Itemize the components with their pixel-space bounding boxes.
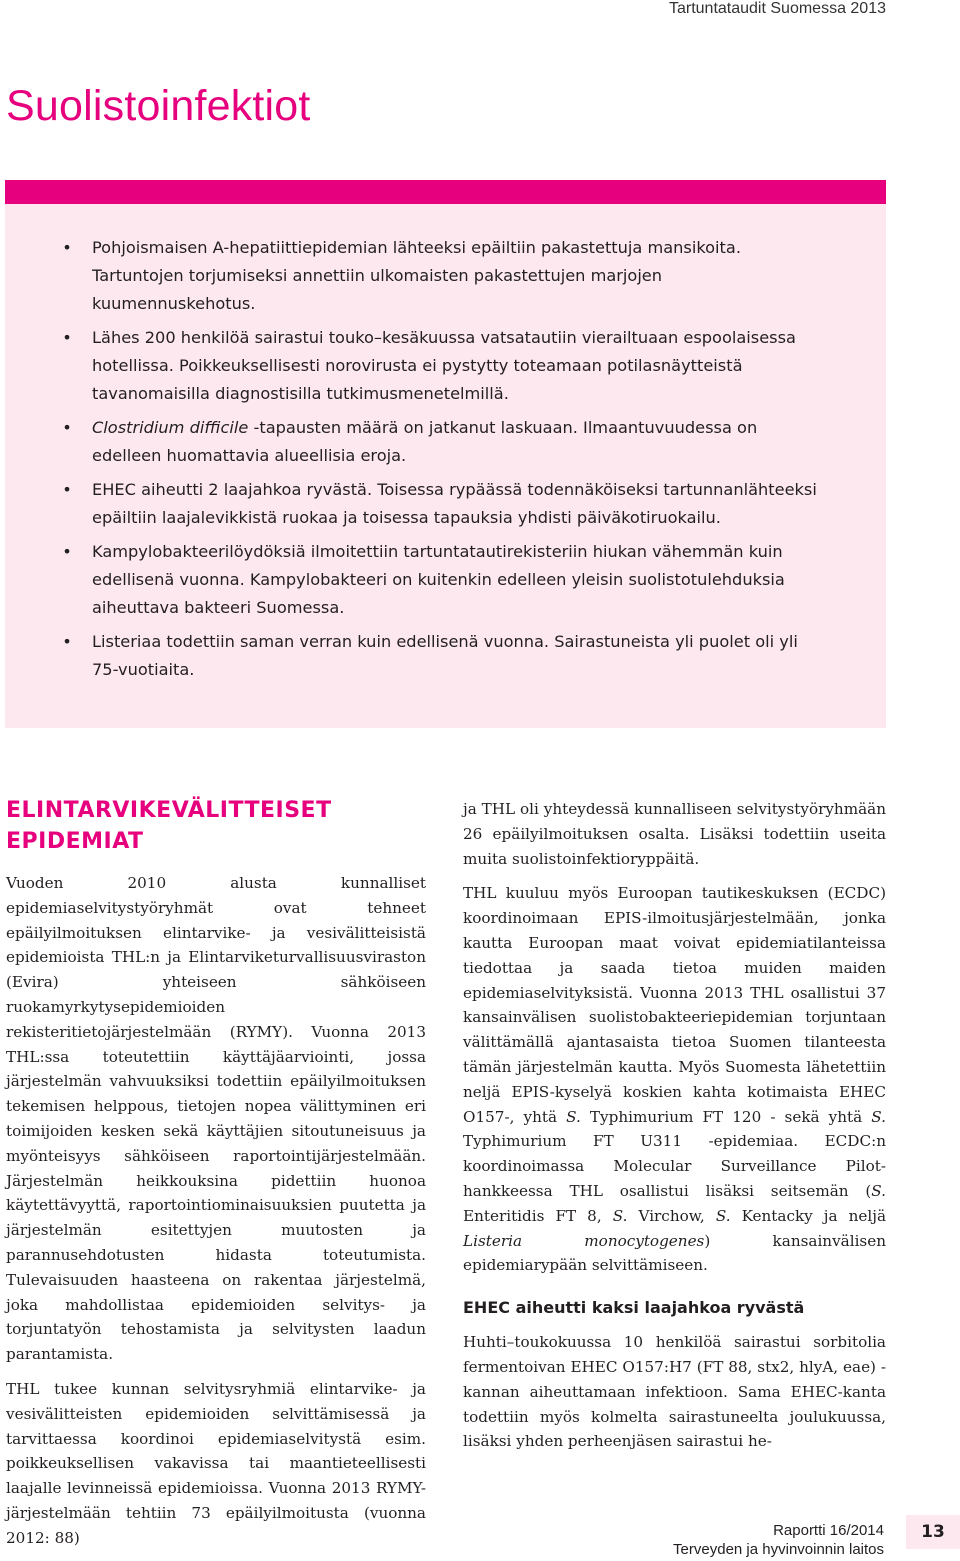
running-header: Tartuntataudit Suomessa 2013 [668,0,886,17]
italic-text: S. [612,1206,628,1225]
bullet-text: Listeriaa todettiin saman verran kuin edellisenä vuonna. Sairastuneista yli puolet oli yli 75-vuotiaita. [92,632,798,679]
bullet-item [62,476,822,532]
text-run: Typhimurium FT 120 - sekä yhtä [580,1107,872,1126]
bullet-dot-icon: • [62,328,72,347]
italic-text: S. [715,1206,731,1225]
right-column [463,797,886,1464]
subheading: EHEC aiheutti kaksi laajahkoa ryvästä [463,1298,805,1318]
bullet-text: Lähes 200 henkilöä sairastui touko–kesäkuussa vatsatautiin vierailtuaan espoolaisessa hotellissa. Poikkeuksellisesti norovirusta ei pystytty toteamaan potilasnäytteistä tavanomaisilla diagnostisilla tutkimusmenetelmillä. [92,328,796,403]
bullet-dot-icon: • [62,418,72,437]
text-run: ) kansainvälisen epidemiarypään selvittämiseen. [463,1231,886,1275]
footer-report: Raportti 16/2014 [773,1522,884,1539]
bullet-text: -tapausten määrä on jatkanut laskuaan. Ilmaantuvuudessa on edelleen huomattavia alueellisia eroja. [92,418,758,465]
text-run: Typhimurium FT U311 -epidemiaa. ECDC:n koordinoimassa Molecular Surveillance Pilot-hankkeessa THL osallistui lisäksi seitsemän ( [463,1132,886,1200]
bullet-italic-text: Clostridium difficile [92,418,249,437]
text-run: Virchow, [627,1206,716,1225]
text-run: Kentacky ja neljä [730,1206,886,1225]
text-run: THL kuuluu myös Euroopan tautikeskuksen (ECDC) koordinoimaan EPIS-ilmoitusjärjestelmään, jonka kautta Euroopan maat voivat epidemiatilanteissa tiedottaa ja saada tietoa muiden maiden epidemiaselvityksistä. Vuonna 2013 THL osallistui 37 kansainvälisen suolistobakteeriepidemian torjuntaan välittämällä ajantasaista tietoa Suomen tilanteesta tämän järjestelmän kautta. Myös Suomesta lähetettiin neljä EPIS-kyselyä koskien kahta kotimaista EHEC O157-, yhtä [463,884,886,1126]
italic-text: S. [871,1107,886,1126]
bullet-dot-icon: • [62,238,72,257]
bullet-dot-icon: • [62,542,72,561]
bullet-text: Kampylobakteerilöydöksiä ilmoitettiin tartuntatautirekisteriin hiukan vähemmän kuin edellisenä vuonna. Kampylobakteeri on kuitenkin edelleen yleisin suolistotulehduksia aiheuttava bakteeri Suomessa. [92,542,785,617]
paragraph: Vuoden 2010 alusta kunnalliset epidemiaselvitystyöryhmät ovat tehneet epäilyilmoituksen elintarvike- ja vesivälitteisistä epidemioista THL:n ja Elintarviketurvallisuusviraston (Evira) yhteiseen sähköiseen ruokamyrkytysepidemioiden rekisteritietojärjestelmään (RYMY). Vuonna 2013 THL:ssa toteutettiin käyttäjäarviointi, jossa järjestelmän vahvuuksiksi todettiin epäilyilmoituksen tekemisen helppous, tietojen nopea välittyminen eri toimijoiden kesken sekä käyttäjien sitoutuneisuus ja myönteisyys sähköiseen raportointijärjestelmään. Järjestelmän heikkouksina pidettiin huonoa käytettävyyttä, raportointiominaisuuksien puutetta ja järjestelmän esitettyjen muutosten ja parannusehdotusten hidasta toteutumista. Tulevaisuuden haasteena on rakentaa järjestelmä, joka mahdollistaa epidemioiden selvitys- ja torjuntatyön tehostamista ja selvitysten laadun parantamista. [6,874,426,1364]
italic-text: S. [871,1181,886,1200]
bullet-item [62,234,822,318]
page-title: Suolistoinfektiot [6,82,311,130]
italic-text: Listeria monocytogenes [463,1231,705,1250]
paragraph: ja THL oli yhteydessä kunnalliseen selvitystyöryhmään 26 epäilyilmoituksen osalta. Lisäksi todettiin useita muita suolistoinfektioryppäitä. [463,800,886,868]
italic-text: S. [566,1107,581,1126]
bullet-text: Pohjoismaisen A-hepatiittiepidemian lähteeksi epäiltiin pakastettuja mansikoita. Tartuntojen torjumiseksi annettiin ulkomaisten pakastettujen marjojen kuumennuskehotus. [92,238,741,313]
left-column [6,795,426,1561]
paragraph: THL tukee kunnan selvitysryhmiä elintarvike- ja vesivälitteisten epidemioiden selvittämisessä ja tarvittaessa koordinoi epidemiaselvitystä esim. poikkeuksellisen vakavissa tai maantieteellisesti laajalle levinneissä epidemioissa. Vuonna 2013 RYMY-järjestelmään tehtiin 73 epäilyilmoitusta (vuonna 2012: 88) [6,1379,426,1547]
text-run: Enteritidis FT 8, [463,1206,613,1225]
bullet-item [62,538,822,622]
highlight-bullet-list [62,234,822,690]
section-heading-line1: ELINTARVIKEVÄLITTEISET [6,798,332,823]
section-heading [6,795,426,857]
highlight-box-bar [5,180,886,204]
bullet-dot-icon: • [62,480,72,499]
bullet-item [62,628,822,684]
paragraph [463,881,886,1278]
bullet-dot-icon: • [62,632,72,651]
bullet-text: EHEC aiheutti 2 laajahkoa ryvästä. Toisessa rypäässä todennäköiseksi tartunnanlähteeksi epäiltiin laajalevikkistä ruokaa ja toisessa tapauksia yhdisti päiväkotiruokailu. [92,480,817,527]
bullet-item [62,414,822,470]
paragraph: Huhti–toukokuussa 10 henkilöä sairastui sorbitolia fermentoivan EHEC O157:H7 (FT 88, stx2, hlyA, eae) -kannan aiheuttamaan infektioon. Sama EHEC-kanta todettiin myös kolmelta sairastuneelta joulukuussa, lisäksi yhden perheenjäsen sairastui he- [463,1333,886,1451]
section-heading-line2: EPIDEMIAT [6,829,144,854]
page-number: 13 [906,1515,960,1549]
bullet-item [62,324,822,408]
footer-organization: Terveyden ja hyvinvoinnin laitos [673,1541,884,1558]
